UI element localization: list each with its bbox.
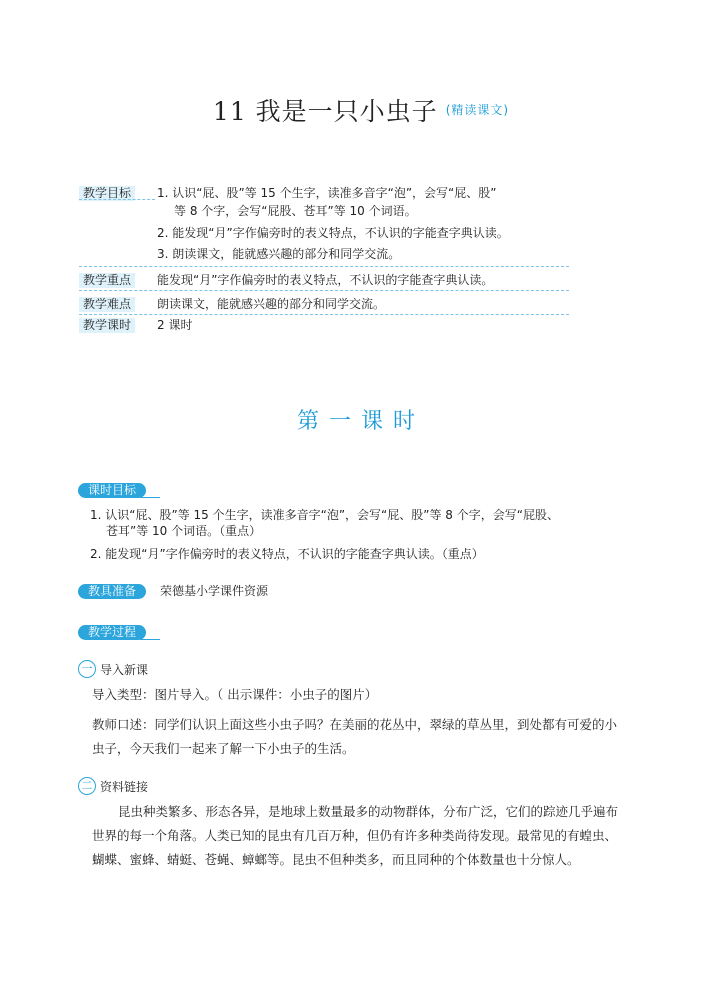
lesson-goals-pill: 课时目标 bbox=[78, 483, 146, 498]
title-main: 11 我是一只小虫子 bbox=[212, 97, 438, 126]
hours-text: 2 课时 bbox=[157, 318, 193, 332]
divider bbox=[79, 314, 569, 315]
prep-pill: 教具准备 bbox=[78, 584, 146, 599]
process-pill: 教学过程 bbox=[78, 625, 146, 640]
part1-number: 一 bbox=[78, 660, 96, 678]
pill-underline bbox=[140, 639, 160, 640]
pill-underline bbox=[140, 497, 160, 498]
goals-label-underline bbox=[79, 199, 155, 200]
goal-line-4: 3. 朗读课文，能就感兴趣的部分和同学交流。 bbox=[157, 247, 401, 261]
part2-number: 二 bbox=[78, 777, 96, 795]
part2-line3: 蝴蝶、蜜蜂、蜻蜓、苍蝇、蟑螂等。昆虫不但种类多，而且同种的个体数量也十分惊人。 bbox=[92, 852, 580, 867]
page-title bbox=[0, 92, 722, 128]
part1-para-line2: 虫子，今天我们一起来了解一下小虫子的生活。 bbox=[92, 741, 355, 756]
goal-line-2: 等 8 个字，会写“屁股、苍耳”等 10 个词语。 bbox=[174, 204, 417, 218]
goals-label: 教学目标 bbox=[79, 186, 135, 201]
title-tag: (精读课文) bbox=[445, 103, 510, 117]
section-title: 第一课时 bbox=[296, 409, 425, 434]
part2-heading: 资料链接 bbox=[100, 780, 149, 794]
goal-line-3: 2. 能发现“月”字作偏旁时的表义特点，不认识的字能查字典认读。 bbox=[157, 226, 509, 240]
prep-text: 荣德基小学课件资源 bbox=[160, 584, 269, 598]
part1-para-line1: 教师口述：同学们认识上面这些小虫子吗？在美丽的花丛中，翠绿的草丛里，到处都有可爱的小 bbox=[92, 717, 618, 732]
divider bbox=[79, 266, 569, 267]
goal-line-1: 1. 认识“屁、股”等 15 个生字，读准多音字“泡”，会写“屁、股” bbox=[157, 186, 497, 200]
part1-heading: 导入新课 bbox=[100, 663, 149, 677]
key-label: 教学重点 bbox=[79, 273, 135, 288]
lesson-goal-line-1: 1. 认识“屁、股”等 15 个生字，读准多音字“泡”，会写“屁、股”等 8 个字，会写“屁股、 bbox=[90, 508, 559, 522]
part2-line2: 世界的每一个角落。人类已知的昆虫有几百万种，但仍有许多种类尚待发现。最常见的有蝗虫、 bbox=[92, 828, 618, 843]
difficult-text: 朗读课文，能就感兴趣的部分和同学交流。 bbox=[157, 297, 386, 311]
lesson-goal-line-3: 2. 能发现“月”字作偏旁时的表义特点，不认识的字能查字典认读。（重点） bbox=[90, 547, 484, 561]
part2-line1: 昆虫种类繁多、形态各异，是地球上数量最多的动物群体，分布广泛，它们的踪迹几乎遍布 bbox=[118, 804, 619, 819]
hours-label: 教学课时 bbox=[79, 318, 135, 333]
part1-line1: 导入类型：图片导入。（ 出示课件：小虫子的图片） bbox=[92, 687, 378, 702]
difficult-label: 教学难点 bbox=[79, 297, 135, 312]
divider bbox=[79, 290, 569, 291]
key-text: 能发现“月”字作偏旁时的表义特点，不认识的字能查字典认读。 bbox=[157, 273, 494, 287]
lesson-goal-line-2: 苍耳”等 10 个词语。（重点） bbox=[106, 524, 262, 538]
